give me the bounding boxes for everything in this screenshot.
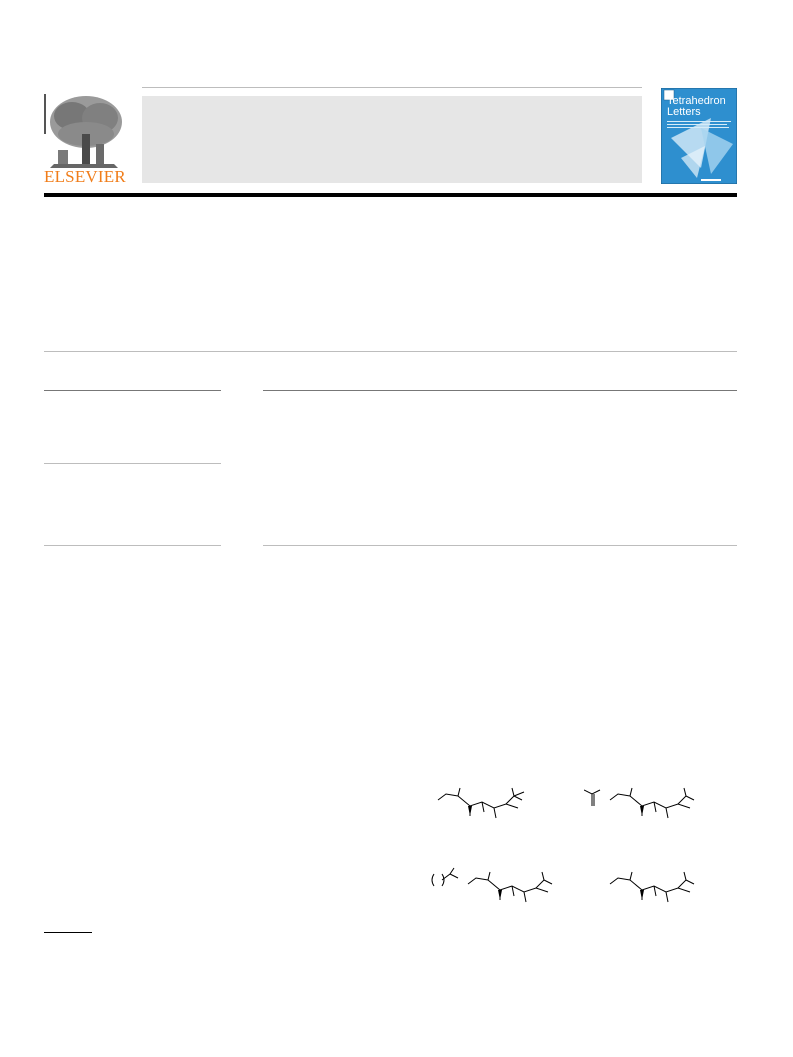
right-column-rule-bottom [263,545,737,546]
journal-cover-title: Tetrahedron Letters [667,95,726,118]
chemical-structure [604,864,724,908]
article-info-divider [44,351,737,352]
left-column-rule-bottom [44,545,221,546]
journal-header-banner [142,96,642,183]
chemical-structure [428,864,568,908]
chemical-structure [430,782,560,824]
chemical-structure [584,782,714,824]
footnote-rule [44,932,92,933]
left-column-rule-top [44,390,221,391]
publisher-wordmark: ELSEVIER [44,167,126,186]
header-bottom-rule [44,193,737,197]
header-top-rule [142,87,642,88]
right-column-rule-top [263,390,737,391]
left-column-rule-mid [44,463,221,464]
